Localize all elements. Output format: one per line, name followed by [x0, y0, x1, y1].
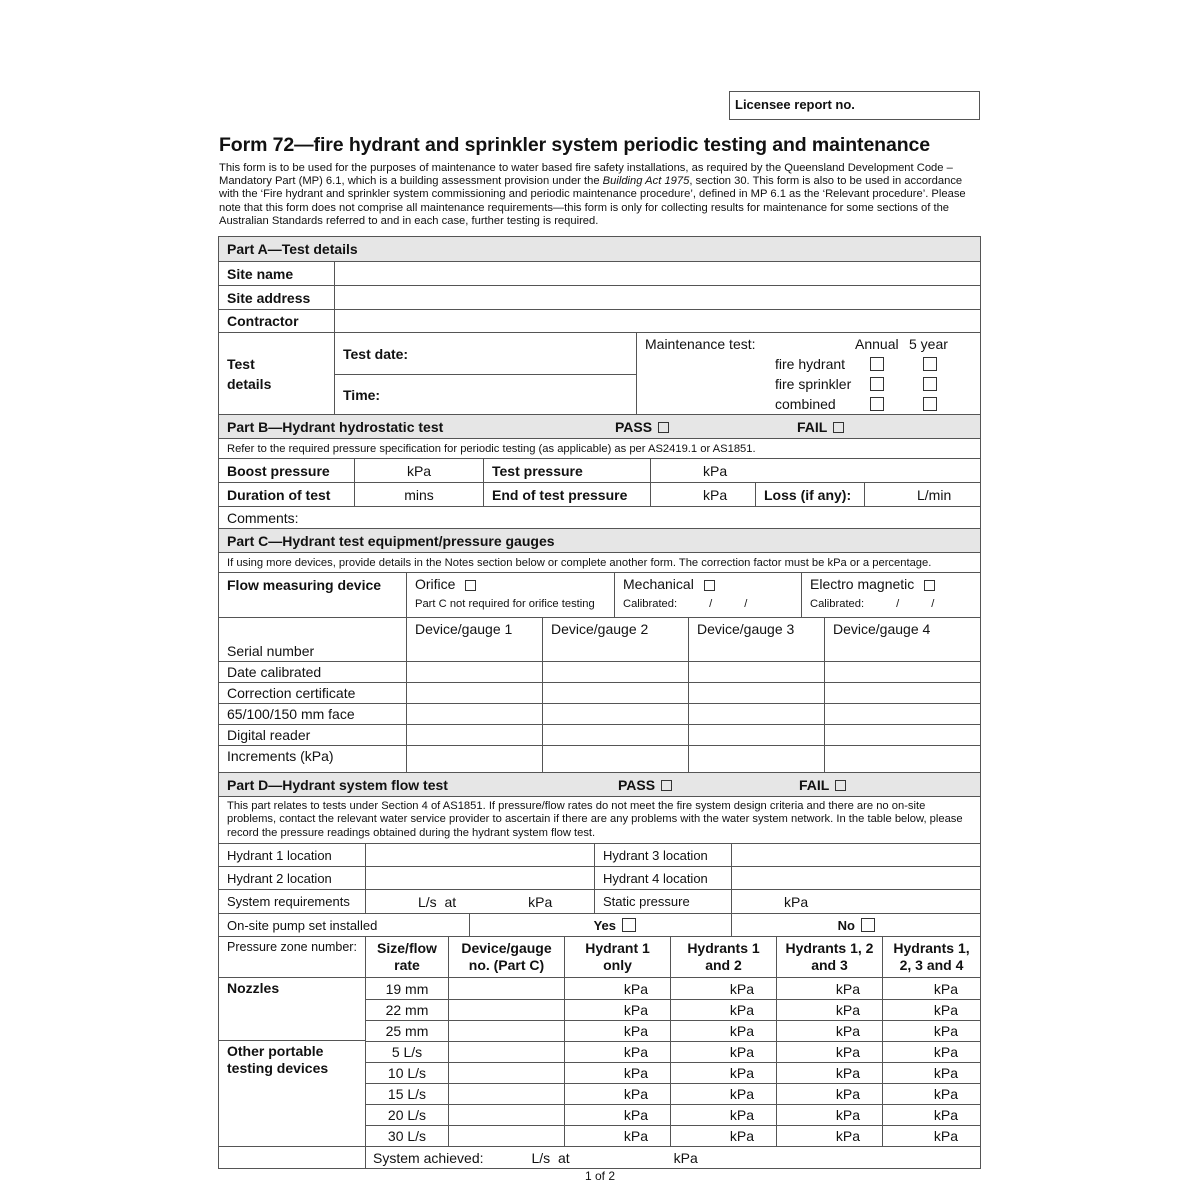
pressure-input-3[interactable] [776, 1042, 882, 1062]
electro-line [810, 576, 935, 592]
device-gauge-input[interactable] [448, 1000, 564, 1020]
test-details-label [219, 333, 334, 414]
maintenance-test-block [636, 333, 980, 414]
size-flow-value: 15 L/s [387, 1086, 427, 1102]
gauge-row-label: Increments (kPa) [227, 748, 334, 764]
pressure-zone-header: Pressure zone number: [227, 940, 357, 954]
kpa-unit: kPa [729, 1128, 754, 1144]
loss-input[interactable] [864, 483, 980, 506]
kpa-unit: kPa [729, 1107, 754, 1123]
kpa-unit: kPa [623, 1002, 648, 1018]
part-d-header [219, 772, 980, 796]
pressure-input-2[interactable] [670, 1084, 776, 1104]
intro-text: This form is to be used for the purposes of maintenance to water based fire safety installations, as required by the Queensland Development Code – Mandatory Part (MP) 6.1, which is a building assessment provision under the [219, 162, 953, 188]
annual-label: Annual [855, 336, 899, 352]
kpa-unit: kPa [729, 1086, 754, 1102]
gauge-3-input[interactable] [688, 704, 824, 724]
gauge-row [219, 703, 980, 724]
gauge-row-label: Date calibrated [227, 664, 322, 680]
five-year-label: 5 year [909, 336, 948, 352]
kpa-unit: kPa [623, 1044, 648, 1060]
loss-label: Loss (if any): [755, 483, 864, 506]
date-slash: / [709, 598, 713, 610]
date-slash: / [931, 598, 935, 610]
pass-label: PASS [618, 776, 656, 793]
time-field[interactable] [335, 374, 636, 414]
orifice-checkbox[interactable] [465, 580, 476, 591]
kpa-unit: kPa [673, 1149, 698, 1166]
duration-row [219, 482, 980, 506]
maintenance-test-label: Maintenance test: [645, 336, 756, 352]
flow-row [365, 1125, 980, 1146]
flow-grid [219, 978, 980, 1146]
kpa-unit: kPa [835, 1086, 860, 1102]
kpa-unit: kPa [703, 462, 728, 479]
gauge-4-header: Device/gauge 4 [824, 618, 980, 640]
part-a-header [219, 237, 980, 261]
contractor-row [219, 309, 980, 332]
mechanical-calibrated[interactable] [623, 598, 747, 610]
gauge-header-row [219, 617, 980, 640]
hydrant-4-location-label: Hydrant 4 location [594, 867, 731, 889]
part-b-pass-checkbox[interactable] [658, 422, 669, 433]
fail-label: FAIL [799, 776, 830, 793]
kpa-unit: kPa [623, 1086, 648, 1102]
system-achieved-row [219, 1146, 980, 1168]
kpa-unit: kPa [784, 893, 809, 910]
fail-label: FAIL [797, 418, 828, 435]
lmin-unit: L/min [917, 486, 952, 503]
hydrant-3-location-input[interactable] [731, 844, 980, 866]
hydrant-3-location-label: Hydrant 3 location [594, 844, 731, 866]
licensee-report-field[interactable] [729, 91, 980, 120]
pump-no [731, 914, 980, 936]
gauge-4-input[interactable] [824, 704, 980, 724]
mechanical-option [614, 573, 801, 617]
kpa-unit: kPa [835, 1107, 860, 1123]
gauge-3-input[interactable] [688, 683, 824, 703]
mechanical-line [623, 576, 715, 592]
nozzles-label: Nozzles [219, 978, 365, 1041]
pressure-input-1[interactable] [564, 1000, 670, 1020]
system-requirements-label: System requirements [227, 894, 350, 909]
flow-row [365, 1020, 980, 1041]
pass-label: PASS [615, 418, 653, 435]
fire-hydrant-5year-checkbox[interactable] [923, 357, 937, 371]
flow-table-body [219, 977, 980, 1146]
part-b-fail [797, 419, 844, 435]
device-gauge-input[interactable] [448, 978, 564, 999]
end-pressure-input[interactable] [650, 483, 755, 506]
part-d-pass [618, 777, 799, 793]
gauge-row-label: Digital reader [227, 727, 311, 743]
pressure-input-3[interactable] [776, 1126, 882, 1146]
flow-device-row [219, 572, 980, 617]
kpa-unit: kPa [623, 1128, 648, 1144]
hydrants-1-2-3-4-header: Hydrants 1, 2, 3 and 4 [882, 937, 980, 977]
size-flow-value: 25 mm [385, 1023, 429, 1039]
part-b-note-row [219, 438, 980, 458]
flow-device-label: Flow measuring device [227, 577, 382, 593]
pump-yes-checkbox[interactable] [622, 918, 636, 932]
orifice-note: Part C not required for orifice testing [415, 598, 595, 610]
gauge-row-label: Serial number [227, 642, 315, 659]
part-b-pass [615, 419, 797, 435]
pressure-input-4[interactable] [882, 1105, 980, 1125]
part-d-note-row [219, 796, 980, 843]
test-pressure-label: Test pressure [483, 459, 650, 482]
electro-option [801, 573, 980, 617]
kpa-unit: kPa [933, 1065, 958, 1081]
electro-checkbox[interactable] [924, 580, 935, 591]
licensee-report-label: Licensee report no. [735, 97, 855, 112]
test-date-field[interactable] [335, 333, 636, 374]
hydrant-loc-row-2 [219, 866, 980, 889]
size-flow-value: 10 L/s [387, 1065, 427, 1081]
fire-sprinkler-5year-checkbox[interactable] [923, 377, 937, 391]
gauge-3-header: Device/gauge 3 [688, 618, 824, 640]
pressure-input-2[interactable] [670, 1000, 776, 1020]
yes-label: Yes [593, 917, 616, 933]
page-number: 1 of 2 [584, 1169, 616, 1183]
act-name: Building Act 1975 [602, 175, 690, 188]
combined-5year-checkbox[interactable] [923, 397, 937, 411]
hydrant-1-location-label: Hydrant 1 location [227, 847, 332, 863]
pressure-input-2[interactable] [670, 1126, 776, 1146]
gauge-2-input[interactable] [542, 640, 688, 661]
flow-row [365, 1041, 980, 1062]
pump-yes [469, 914, 731, 936]
kpa-unit: kPa [933, 1128, 958, 1144]
kpa-unit: kPa [933, 1023, 958, 1039]
pressure-input-1[interactable] [564, 978, 670, 999]
duration-label: Duration of test [227, 486, 331, 503]
test-date-time-block [334, 333, 636, 414]
gauge-corner [219, 618, 406, 640]
gauge-3-input[interactable] [688, 662, 824, 682]
flow-row [365, 978, 980, 999]
part-d-pass-checkbox[interactable] [661, 780, 672, 791]
site-name-row [219, 261, 980, 285]
kpa-unit: kPa [835, 1002, 860, 1018]
device-gauge-header: Device/gauge no. (Part C) [448, 937, 564, 977]
kpa-unit: kPa [623, 1107, 648, 1123]
kpa-unit: kPa [933, 1002, 958, 1018]
flow-rows [365, 978, 980, 1146]
orifice-label: Orifice [415, 576, 456, 592]
orifice-option [406, 573, 614, 617]
part-d-note: This part relates to tests under Section 4 of AS1851. If pressure/flow rates do not meet the fire system design criteria and there are no on-site problems, contact the relevant water service provider to ascertain if there are any problems with the water system network. In the table below, please record the pressure readings obtained during the hydrant system flow test. [227, 800, 963, 839]
mechanical-checkbox[interactable] [704, 580, 715, 591]
device-gauge-input[interactable] [448, 1042, 564, 1062]
kpa-unit: kPa [933, 980, 958, 997]
pressure-input-2[interactable] [670, 1105, 776, 1125]
hydrant-1-location-input[interactable] [365, 844, 594, 866]
pressure-input-2[interactable] [670, 1021, 776, 1041]
hydrant-loc-row-1 [219, 843, 980, 866]
device-gauge-input[interactable] [448, 1126, 564, 1146]
part-b-title: Part B—Hydrant hydrostatic test [227, 418, 444, 435]
gauge-1-input[interactable] [406, 662, 542, 682]
no-label: No [837, 917, 855, 933]
part-c-note: If using more devices, provide details in the Notes section below or complete another form. The correction factor must be kPa or a percentage. [227, 556, 932, 569]
test-details-label-1: Test [227, 355, 255, 372]
kpa-unit: kPa [729, 980, 754, 997]
pressure-input-4[interactable] [882, 1042, 980, 1062]
part-b-fail-checkbox[interactable] [833, 422, 844, 433]
gauge-1-input[interactable] [406, 725, 542, 745]
pressure-input-3[interactable] [776, 1084, 882, 1104]
hydrant-2-location-input[interactable] [365, 867, 594, 889]
gauge-4-input[interactable] [824, 725, 980, 745]
gauge-row [219, 640, 980, 661]
pressure-input-1[interactable] [564, 1021, 670, 1041]
kpa-unit: kPa [835, 1023, 860, 1039]
flow-row [365, 1062, 980, 1083]
kpa-unit: kPa [528, 893, 553, 910]
electro-calibrated[interactable] [810, 598, 934, 610]
kpa-unit: kPa [835, 980, 860, 997]
comments-label: Comments: [227, 509, 299, 526]
size-flow-value: 5 L/s [391, 1044, 423, 1060]
site-name-input[interactable] [334, 262, 980, 285]
device-gauge-input[interactable] [448, 1105, 564, 1125]
fire-sprinkler-label: fire sprinkler [775, 376, 852, 392]
size-flow-value: 22 mm [385, 1002, 429, 1018]
site-address-row [219, 285, 980, 309]
gauge-2-input[interactable] [542, 683, 688, 703]
system-req-row [219, 889, 980, 913]
ls-at-unit: L/s at [531, 1149, 570, 1166]
gauge-2-input[interactable] [542, 746, 688, 772]
part-a-title: Part A—Test details [227, 241, 358, 257]
kpa-unit: kPa [933, 1044, 958, 1060]
kpa-unit: kPa [729, 1023, 754, 1039]
size-flow-header: Size/flow rate [365, 937, 448, 977]
kpa-unit: kPa [703, 486, 728, 503]
pressure-input-4[interactable] [882, 1126, 980, 1146]
pressure-input-3[interactable] [776, 1105, 882, 1125]
kpa-unit: kPa [835, 1044, 860, 1060]
kpa-unit: kPa [406, 462, 432, 479]
gauge-1-input[interactable] [406, 746, 542, 772]
gauge-2-input[interactable] [542, 725, 688, 745]
device-gauge-input[interactable] [448, 1063, 564, 1083]
combined-label: combined [775, 396, 836, 412]
end-pressure-label: End of test pressure [483, 483, 650, 506]
form-table [218, 236, 981, 1169]
pressure-input-3[interactable] [776, 978, 882, 999]
pressure-input-3[interactable] [776, 1021, 882, 1041]
gauge-2-header: Device/gauge 2 [542, 618, 688, 640]
pump-no-checkbox[interactable] [861, 918, 875, 932]
gauge-2-input[interactable] [542, 662, 688, 682]
calibrated-label: Calibrated: [810, 598, 865, 610]
mechanical-label: Mechanical [623, 576, 694, 592]
pressure-input-4[interactable] [882, 1084, 980, 1104]
part-c-title: Part C—Hydrant test equipment/pressure gauges [227, 532, 555, 549]
electro-label: Electro magnetic [810, 576, 915, 592]
gauge-4-input[interactable] [824, 640, 980, 661]
mins-unit: mins [404, 486, 434, 503]
pressure-input-4[interactable] [882, 1063, 980, 1083]
pressure-input-2[interactable] [670, 1063, 776, 1083]
fire-hydrant-label: fire hydrant [775, 356, 846, 372]
gauge-4-input[interactable] [824, 662, 980, 682]
device-gauge-input[interactable] [448, 1021, 564, 1041]
system-requirements-input[interactable] [365, 890, 594, 913]
time-label: Time: [343, 386, 381, 403]
combined-annual-checkbox[interactable] [870, 397, 884, 411]
pressure-input-1[interactable] [564, 1084, 670, 1104]
orifice-line [415, 576, 476, 592]
gauge-row [219, 661, 980, 682]
duration-input[interactable] [354, 483, 483, 506]
gauge-1-header: Device/gauge 1 [406, 618, 542, 640]
comments-field[interactable] [219, 507, 980, 528]
pressure-input-4[interactable] [882, 1021, 980, 1041]
date-slash: / [744, 598, 748, 610]
gauge-row-label: 65/100/150 mm face [227, 706, 355, 722]
achieved-blank [219, 1147, 365, 1168]
part-d-fail-checkbox[interactable] [835, 780, 846, 791]
kpa-unit: kPa [835, 1065, 860, 1081]
pressure-input-2[interactable] [670, 1042, 776, 1062]
size-flow-value: 30 L/s [387, 1128, 427, 1144]
ls-at-unit: L/s at [418, 893, 457, 910]
gauge-1-input[interactable] [406, 683, 542, 703]
flow-group-labels [219, 978, 365, 1146]
part-c-note-row [219, 552, 980, 572]
gauge-row-label: Correction certificate [227, 685, 356, 701]
contractor-input[interactable] [334, 310, 980, 332]
gauge-row [219, 745, 980, 772]
pressure-input-3[interactable] [776, 1063, 882, 1083]
part-b-note: Refer to the required pressure specification for periodic testing (as applicable) as per AS2419.1 or AS1851. [227, 442, 756, 455]
size-flow-value: 19 mm [385, 980, 429, 997]
gauge-1-input[interactable] [406, 640, 542, 661]
pressure-input-1[interactable] [564, 1105, 670, 1125]
gauge-row [219, 682, 980, 703]
calibrated-label: Calibrated: [623, 598, 678, 610]
gauge-2-input[interactable] [542, 704, 688, 724]
pressure-input-3[interactable] [776, 1000, 882, 1020]
kpa-unit: kPa [835, 1128, 860, 1144]
flow-row [365, 999, 980, 1020]
test-details-row [219, 332, 980, 414]
intro-text-2: , section 30. This form is also to be used in accordance with the ‘Fire hydrant and sprinkler system commissioning and periodic maintenance procedure’, defined in MP 6.1 as the ‘Relevant procedure’. Please note that this form does not comprise all maintenance requirements—this form is only for collecting results for maintenance for some sections of the Australian Standards referred to and in each case, further testing is required. [219, 175, 966, 227]
fire-sprinkler-annual-checkbox[interactable] [870, 377, 884, 391]
fire-hydrant-annual-checkbox[interactable] [870, 357, 884, 371]
kpa-unit: kPa [933, 1107, 958, 1123]
hydrant-1-header: Hydrant 1 only [564, 937, 670, 977]
part-c-header [219, 528, 980, 552]
test-pressure-input[interactable] [650, 459, 980, 482]
contractor-label: Contractor [227, 313, 299, 329]
site-address-input[interactable] [334, 286, 980, 309]
hydrant-4-location-input[interactable] [731, 867, 980, 889]
size-flow-value: 20 L/s [387, 1107, 427, 1123]
boost-pressure-input[interactable] [354, 459, 483, 482]
system-achieved-input[interactable] [365, 1147, 980, 1168]
hydrant-2-location-label: Hydrant 2 location [227, 870, 332, 886]
gauge-4-input[interactable] [824, 746, 980, 772]
gauge-3-input[interactable] [688, 746, 824, 772]
boost-pressure-row [219, 458, 980, 482]
pump-row [219, 913, 980, 936]
part-b-header [219, 414, 980, 438]
kpa-unit: kPa [933, 1086, 958, 1102]
pressure-input-1[interactable] [564, 1126, 670, 1146]
gauge-1-input[interactable] [406, 704, 542, 724]
kpa-unit: kPa [729, 1002, 754, 1018]
kpa-unit: kPa [623, 980, 648, 997]
comments-row [219, 506, 980, 528]
pressure-input-2[interactable] [670, 978, 776, 999]
hydrants-1-2-header: Hydrants 1 and 2 [670, 937, 776, 977]
kpa-unit: kPa [729, 1065, 754, 1081]
part-d-title: Part D—Hydrant system flow test [227, 776, 448, 793]
pump-label: On-site pump set installed [227, 917, 378, 933]
hydrants-1-2-3-header: Hydrants 1, 2 and 3 [776, 937, 882, 977]
kpa-unit: kPa [623, 1065, 648, 1081]
gauge-4-input[interactable] [824, 683, 980, 703]
static-pressure-label: Static pressure [594, 890, 731, 913]
boost-pressure-label: Boost pressure [227, 462, 330, 479]
kpa-unit: kPa [729, 1044, 754, 1060]
gauge-3-input[interactable] [688, 725, 824, 745]
part-d-fail [799, 777, 846, 793]
gauge-rows [219, 640, 980, 772]
pressure-input-4[interactable] [882, 978, 980, 999]
flow-header-row [219, 936, 980, 977]
pressure-input-1[interactable] [564, 1063, 670, 1083]
flow-row [365, 1104, 980, 1125]
form-title: Form 72—fire hydrant and sprinkler system periodic testing and maintenance [219, 134, 931, 156]
other-devices-label: Other portable testing devices [227, 1043, 329, 1076]
static-pressure-input[interactable] [731, 890, 980, 913]
site-address-label: Site address [227, 289, 311, 306]
pressure-input-4[interactable] [882, 1000, 980, 1020]
flow-row [365, 1083, 980, 1104]
device-gauge-input[interactable] [448, 1084, 564, 1104]
kpa-unit: kPa [623, 1023, 648, 1039]
test-details-label-2: details [227, 375, 272, 392]
date-slash: / [896, 598, 900, 610]
gauge-row [219, 724, 980, 745]
test-date-label: Test date: [343, 345, 409, 362]
intro-paragraph [219, 162, 981, 228]
gauge-3-input[interactable] [688, 640, 824, 661]
system-achieved-label: System achieved: [373, 1149, 484, 1166]
pressure-input-1[interactable] [564, 1042, 670, 1062]
site-name-label: Site name [227, 265, 294, 282]
